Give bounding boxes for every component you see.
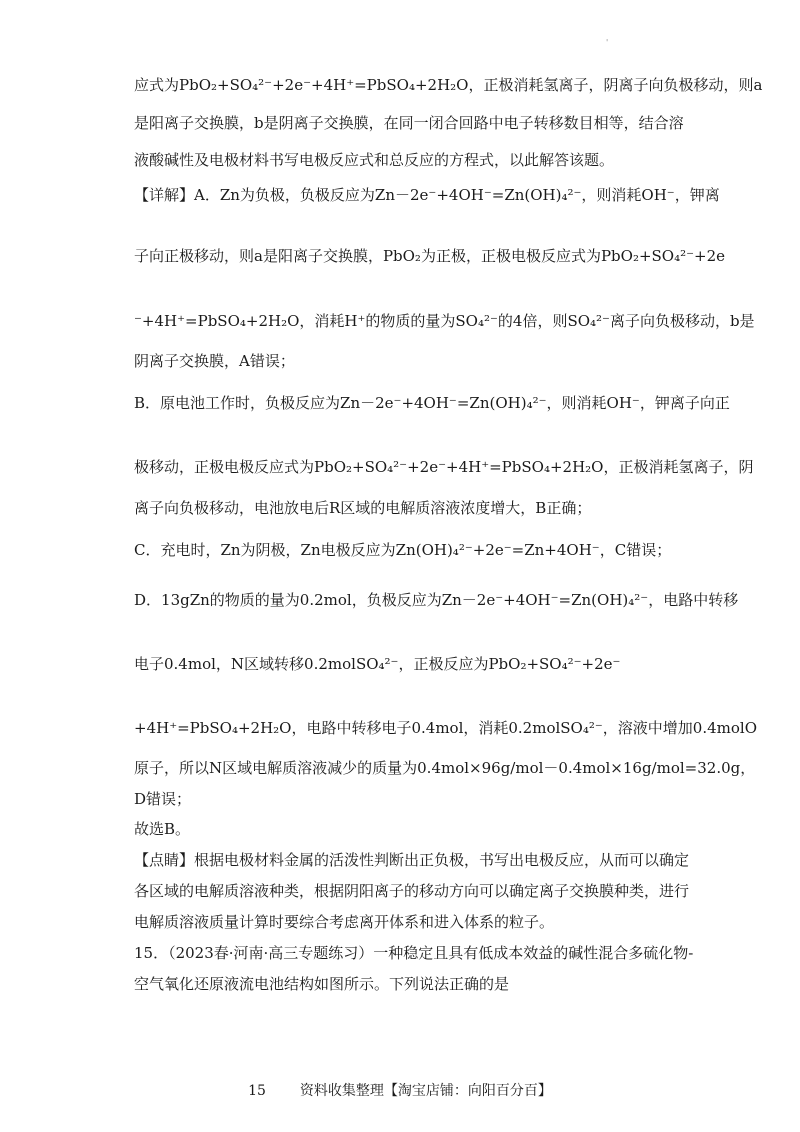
text-line: 液酸碱性及电极材料书写电极反应式和总反应的方程式，以此解答该题。 <box>134 151 615 169</box>
text-line: 电子0.4mol，N区域转移0.2molSO₄²⁻，正极反应为PbO₂+SO₄²⁻+2e⁻ <box>134 655 621 673</box>
text-line: 各区域的电解质溶液种类，根据阴阳离子的移动方向可以确定离子交换膜种类，进行 <box>134 882 690 900</box>
text-line: 极移动，正极电极反应式为PbO₂+SO₄²⁻+2e⁻+4H⁺=PbSO₄+2H₂O，正极消耗氢离子，阴 <box>134 458 754 476</box>
text-line: 电解质溶液质量计算时要综合考虑离开体系和进入体系的粒子。 <box>134 913 555 931</box>
text-line: 子向正极移动，则a是阳离子交换膜，PbO₂为正极，正极电极反应式为PbO₂+SO₄²⁻+2e <box>134 247 726 265</box>
text-line: ⁻+4H⁺=PbSO₄+2H₂O，消耗H⁺的物质的量为SO₄²⁻的4倍，则SO₄²⁻离子向负极移动，b是 <box>134 312 755 330</box>
text-line: 是阳离子交换膜，b是阴离子交换膜，在同一闭合回路中电子转移数目相等，结合溶 <box>134 114 684 132</box>
corner-mark: ' <box>606 38 609 47</box>
text-line: B．原电池工作时，负极反应为Zn－2e⁻+4OH⁻=Zn(OH)₄²⁻，则消耗OH⁻，钾离子向正 <box>134 394 730 412</box>
text-line: 【点睛】根据电极材料金属的活泼性判断出正负极，书写出电极反应，从而可以确定 <box>134 851 690 869</box>
text-line: D．13gZn的物质的量为0.2mol，负极反应为Zn－2e⁻+4OH⁻=Zn(OH)₄²⁻，电路中转移 <box>134 591 739 609</box>
text-line: D错误； <box>134 790 192 808</box>
text-line: 应式为PbO₂+SO₄²⁻+2e⁻+4H⁺=PbSO₄+2H₂O，正极消耗氢离子，阴离子向负极移动，则a <box>134 76 763 94</box>
question-line: 15．（2023春·河南·高三专题练习）一种稳定且具有低成本效益的碱性混合多硫化物- <box>134 944 694 962</box>
text-line: 离子向负极移动，电池放电后R区域的电解质溶液浓度增大，B正确； <box>134 499 592 517</box>
text-line: 阴离子交换膜，A错误； <box>134 352 295 370</box>
text-line: +4H⁺=PbSO₄+2H₂O，电路中转移电子0.4mol，消耗0.2molSO₄²⁻，溶液中增加0.4molO <box>134 719 757 737</box>
page-footer <box>0 1080 800 1100</box>
text-line: 原子，所以N区域电解质溶液减少的质量为0.4mol×96g/mol－0.4mol×16g/mol=32.0g， <box>134 759 756 777</box>
text-line: C．充电时，Zn为阴极，Zn电极反应为Zn(OH)₄²⁻+2e⁻=Zn+4OH⁻，C错误； <box>134 541 672 559</box>
question-line: 空气氧化还原液流电池结构如图所示。下列说法正确的是 <box>134 975 510 993</box>
page-number: 15 <box>248 1083 266 1099</box>
footer-source: 资料收集整理【淘宝店铺：向阳百分百】 <box>299 1083 552 1099</box>
text-line: 【详解】A．Zn为负极，负极反应为Zn－2e⁻+4OH⁻=Zn(OH)₄²⁻，则消耗OH⁻，钾离 <box>134 186 720 204</box>
text-line: 故选B。 <box>134 820 191 838</box>
